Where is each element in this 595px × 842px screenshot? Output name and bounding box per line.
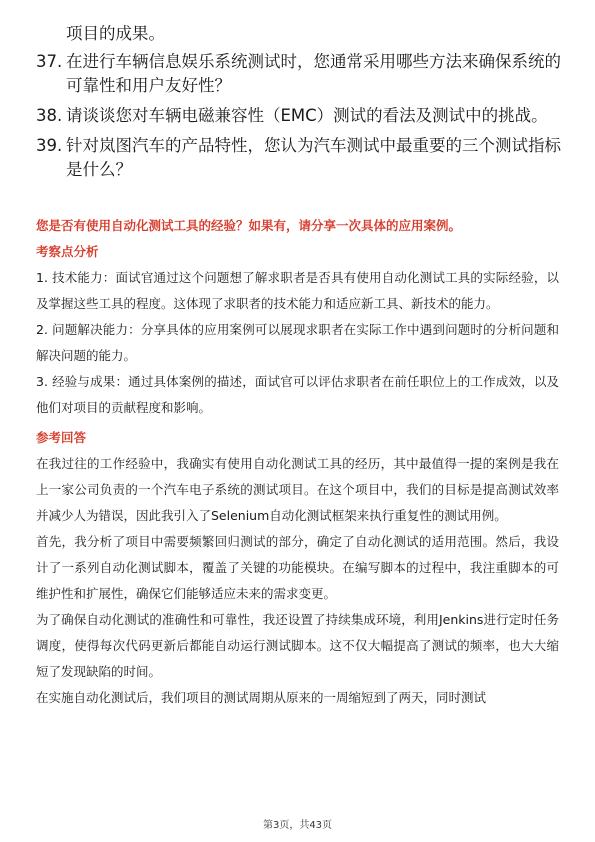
question-list xyxy=(36,22,566,188)
question-heading: 您是否有使用自动化测试工具的经验？如果有，请分享一次具体的应用案例。 xyxy=(36,218,462,233)
answer-paragraph: 首先，我分析了项目中需要频繁回归测试的部分，确定了自动化测试的适用范围。然后，我设计了一系列自动化测试脚本，覆盖了关键的功能模块。在编写脚本的过程中，我注重脚本的可维护性和扩展性，确保它们能够适应未来的需求变更。 xyxy=(36,534,559,601)
question-continuation-text: 项目的成果。 xyxy=(66,24,165,43)
question-number: 37. xyxy=(36,52,63,71)
question-text: 在进行车辆信息娱乐系统测试时，您通常采用哪些方法来确保系统的可靠性和用户友好性？ xyxy=(66,52,561,95)
question-item xyxy=(36,50,566,98)
page-footer: 第3页，共43页 xyxy=(262,820,333,831)
question-continuation xyxy=(66,22,566,46)
question-number: 38. xyxy=(36,106,63,125)
answer-title: 参考回答 xyxy=(36,430,87,445)
analysis-title: 考察点分析 xyxy=(36,244,99,259)
analysis-point: 1. 技术能力：面试官通过这个问题想了解求职者是否具有使用自动化测试工具的实际经验，以及掌握这些工具的程度。这体现了求职者的技术能力和适应新工具、新技术的能力。 xyxy=(36,270,559,311)
analysis-point: 3. 经验与成果：通过具体案例的描述，面试官可以评估求职者在前任职位上的工作成效，以及他们对项目的贡献程度和影响。 xyxy=(36,374,559,415)
answer-paragraph: 在我过往的工作经验中，我确实有使用自动化测试工具的经历，其中最值得一提的案例是我在上一家公司负责的一个汽车电子系统的测试项目。在这个项目中，我们的目标是提高测试效率并减少人为错误，因此我引入了Selenium自动化测试框架来执行重复性的测试用例。 xyxy=(36,456,559,523)
question-text: 请谈谈您对车辆电磁兼容性（EMC）测试的看法及测试中的挑战。 xyxy=(66,106,548,125)
question-item xyxy=(36,134,566,182)
question-number: 39. xyxy=(36,136,63,155)
answer-paragraph: 为了确保自动化测试的准确性和可靠性，我还设置了持续集成环境，利用Jenkins进行定时任务调度，使得每次代码更新后都能自动运行测试脚本。这不仅大幅提高了测试的频率，也大大缩短了发现缺陷的时间。 xyxy=(36,612,559,679)
question-item xyxy=(36,104,566,128)
analysis-point: 2. 问题解决能力：分享具体的应用案例可以展现求职者在实际工作中遇到问题时的分析问题和解决问题的能力。 xyxy=(36,322,559,363)
question-text: 针对岚图汽车的产品特性，您认为汽车测试中最重要的三个测试指标是什么？ xyxy=(66,136,561,179)
answer-paragraph: 在实施自动化测试后，我们项目的测试周期从原来的一周缩短到了两天，同时测试 xyxy=(36,690,487,705)
answer-section xyxy=(36,213,559,711)
